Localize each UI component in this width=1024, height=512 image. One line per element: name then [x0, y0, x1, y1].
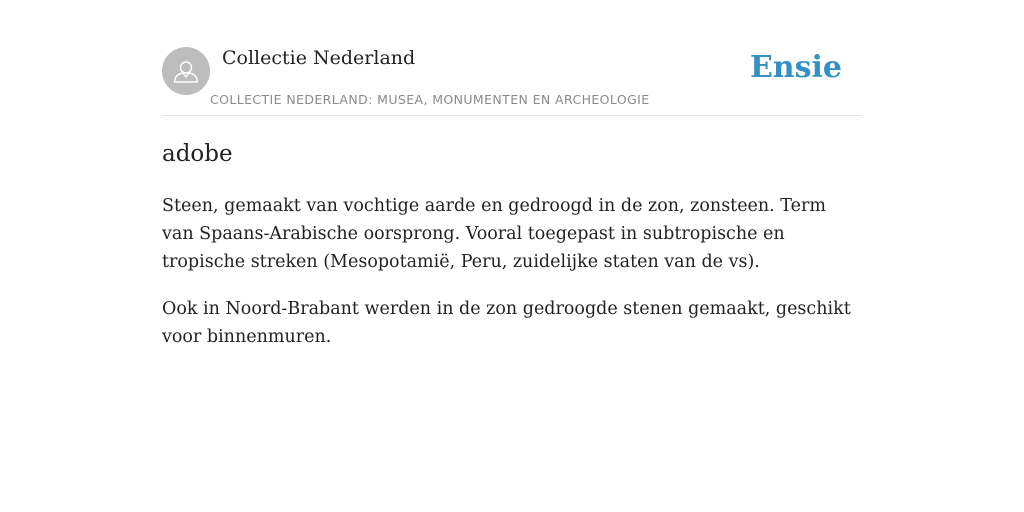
page-container: [162, 0, 862, 347]
term-title: adobe: [162, 141, 233, 167]
definition-paragraph: Steen, gemaakt van vochtige aarde en gedroogd in de zon, zonsteen. Term van Spaans-Arabische oorsprong. Vooral toegepast in subtropische en tropische streken (Mesopotamië, Peru, zuidelijke staten van de vs).: [162, 196, 826, 272]
avatar[interactable]: [162, 47, 210, 95]
user-outline-icon: [162, 47, 210, 95]
author-name[interactable]: Collectie Nederland: [222, 47, 416, 69]
definition-paragraph: Ook in Noord-Brabant werden in de zon gedroogde stenen gemaakt, geschikt voor binnenmuren.: [162, 299, 851, 347]
brand-logo[interactable]: Ensie: [749, 50, 842, 85]
definition-body: [162, 192, 862, 370]
source-link[interactable]: COLLECTIE NEDERLAND: MUSEA, MONUMENTEN EN ARCHEOLOGIE: [210, 92, 650, 107]
page-header: [162, 0, 862, 116]
